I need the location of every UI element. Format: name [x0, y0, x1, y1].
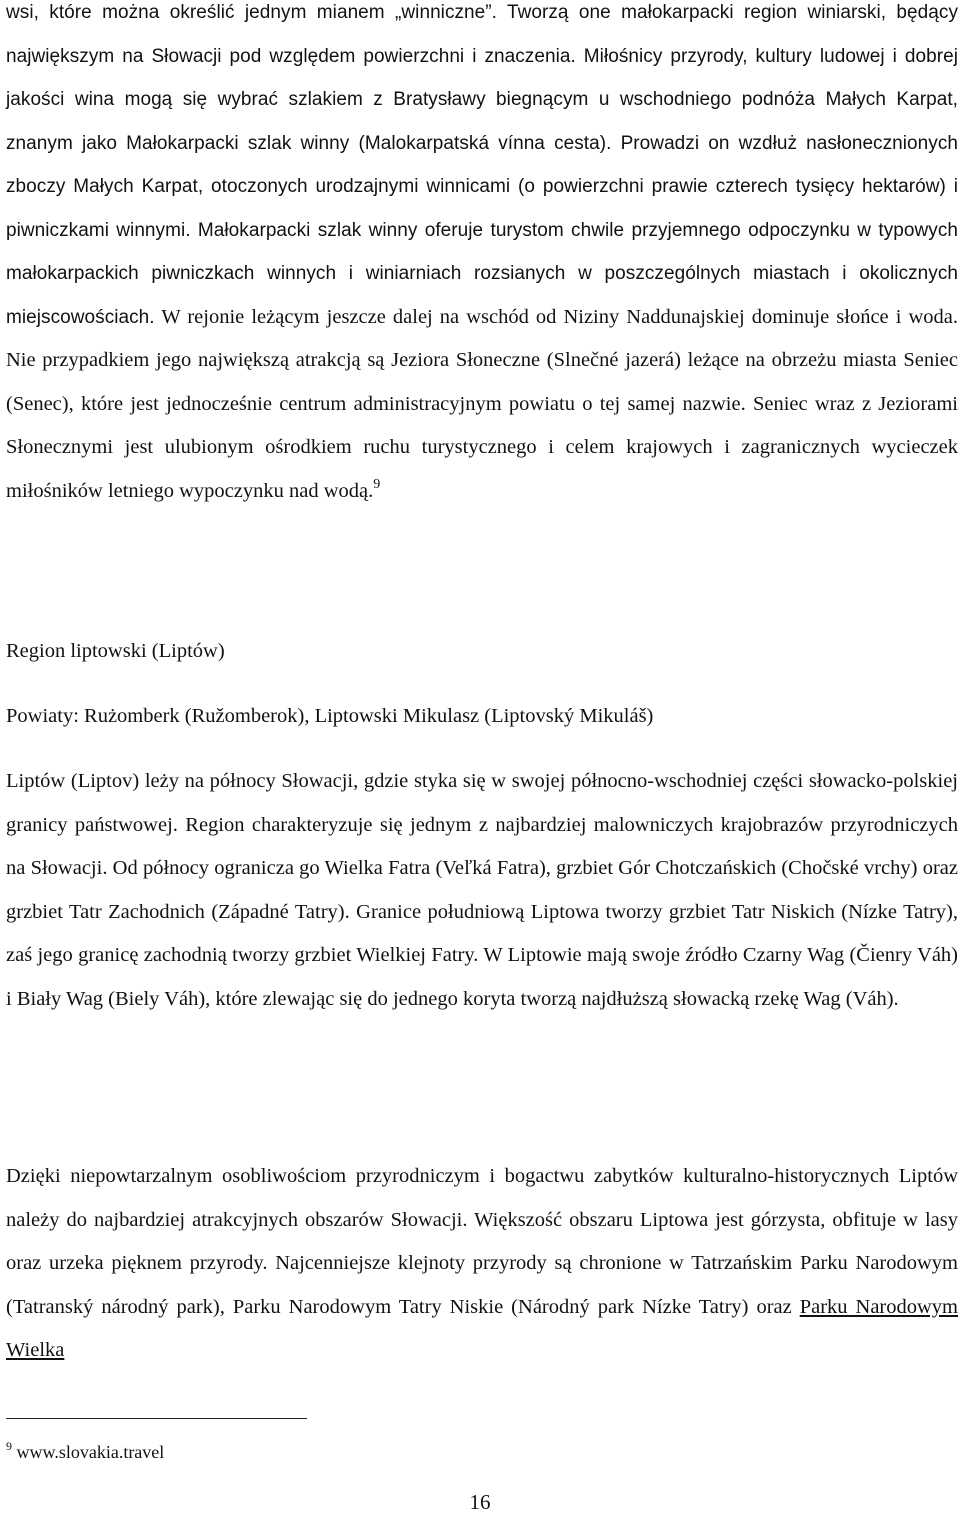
national-park-link[interactable]: Parku Narodowym Wielka [6, 1295, 958, 1361]
footnote [6, 1441, 164, 1463]
footnote-reference[interactable]: 9 [373, 476, 381, 492]
dzieki-text: Dzięki niepowtarzalnym osobliwościom przyrodniczym i bogactwu zabytków kulturalno-historycznych Liptów należy do najbardziej atrakcyjnych obszarów Słowacji. Większość obszaru Liptowa jest górzysta, obfituje w lasy oraz urzeka pięknem przyrody. Najcenniejsze klejnoty przyrody są chronione w Tatrzańskim Parku Narodowym (Tatranský národný park), Parku Narodowym Tatry Niskie (Národný park Nízke Tatry) oraz [6, 1165, 958, 1318]
paragraph-powiaty: Powiaty: Rużomberk (Ružomberok), Liptowski Mikulasz (Liptovský Mikuláš) [6, 705, 654, 727]
page-number: 16 [469, 1490, 491, 1514]
footnote-number: 9 [6, 1439, 12, 1453]
paragraph-intro [6, 0, 958, 513]
paragraph-dzieki [6, 1155, 958, 1373]
intro-text-serif: W rejonie leżącym jeszcze dalej na wschód od Niziny Naddunajskiej dominuje słońce i woda. Nie przypadkiem jego największą atrakcją są Jeziora Słoneczne (Slnečné jazerá) leżące na obrzeżu miasta Seniec (Senec), które jest jednocześnie centrum administracyjnym powiatu o tej samej nazwie. Seniec wraz z Jeziorami Słonecznymi jest ulubionym ośrodkiem ruchu turystycznego i celem krajowych i zagranicznych wycieczek miłośników letniego wypoczynku nad wodą. [6, 305, 958, 502]
paragraph-liptow: Liptów (Liptov) leży na północy Słowacji, gdzie styka się w swojej północno-wschodniej części słowacko-polskiej granicy państwowej. Region charakteryzuje się jednym z najbardziej malowniczych krajobrazów przyrodniczych na Słowacji. Od północy ogranicza go Wielka Fatra (Veľká Fatra), grzbiet Gór Chotczańskich (Chočské vrchy) oraz grzbiet Tatr Zachodnich (Západné Tatry). Granice południową Liptowa tworzy grzbiet Tatr Niskich (Nízke Tatry), zaś jego granicę zachodnią tworzy grzbiet Wielkiej Fatry. W Liptowie mają swoje źródło Czarny Wag (Čienry Váh) i Biały Wag (Biely Váh), które zlewając się do jednego koryta tworzą najdłuższą słowacką rzekę Wag (Váh). [6, 770, 958, 1010]
region-heading: Region liptowski (Liptów) [6, 640, 225, 662]
intro-text-sans: wsi, które można określić jednym mianem „winniczne”. Tworzą one małokarpacki region winiarski, będący największym na Słowacji pod względem powierzchni i znaczenia. Miłośnicy przyrody, kultury ludowej i dobrej jakości wina mogą się wybrać szlakiem z Bratysławy biegnącym u wschodniego podnóża Małych Karpat, znanym jako Małokarpacki szlak winny (Malokarpatská vínna cesta). Prowadzi on wzdłuż nasłonecznionych zboczy Małych Karpat, otoczonych urodzajnymi winnicami (o powierzchni prawie czterech tysięcy hektarów) i piwniczkami winnymi. Małokarpacki szlak winny oferuje turystom chwile przyjemnego odpoczynku w typowych małokarpackich piwniczkach winnych i winiarniach rozsianych w poszczególnych miastach i okolicznych miejscowościach. [6, 2, 958, 328]
footnote-text: www.slovakia.travel [12, 1442, 165, 1462]
footnote-separator [6, 1418, 307, 1419]
